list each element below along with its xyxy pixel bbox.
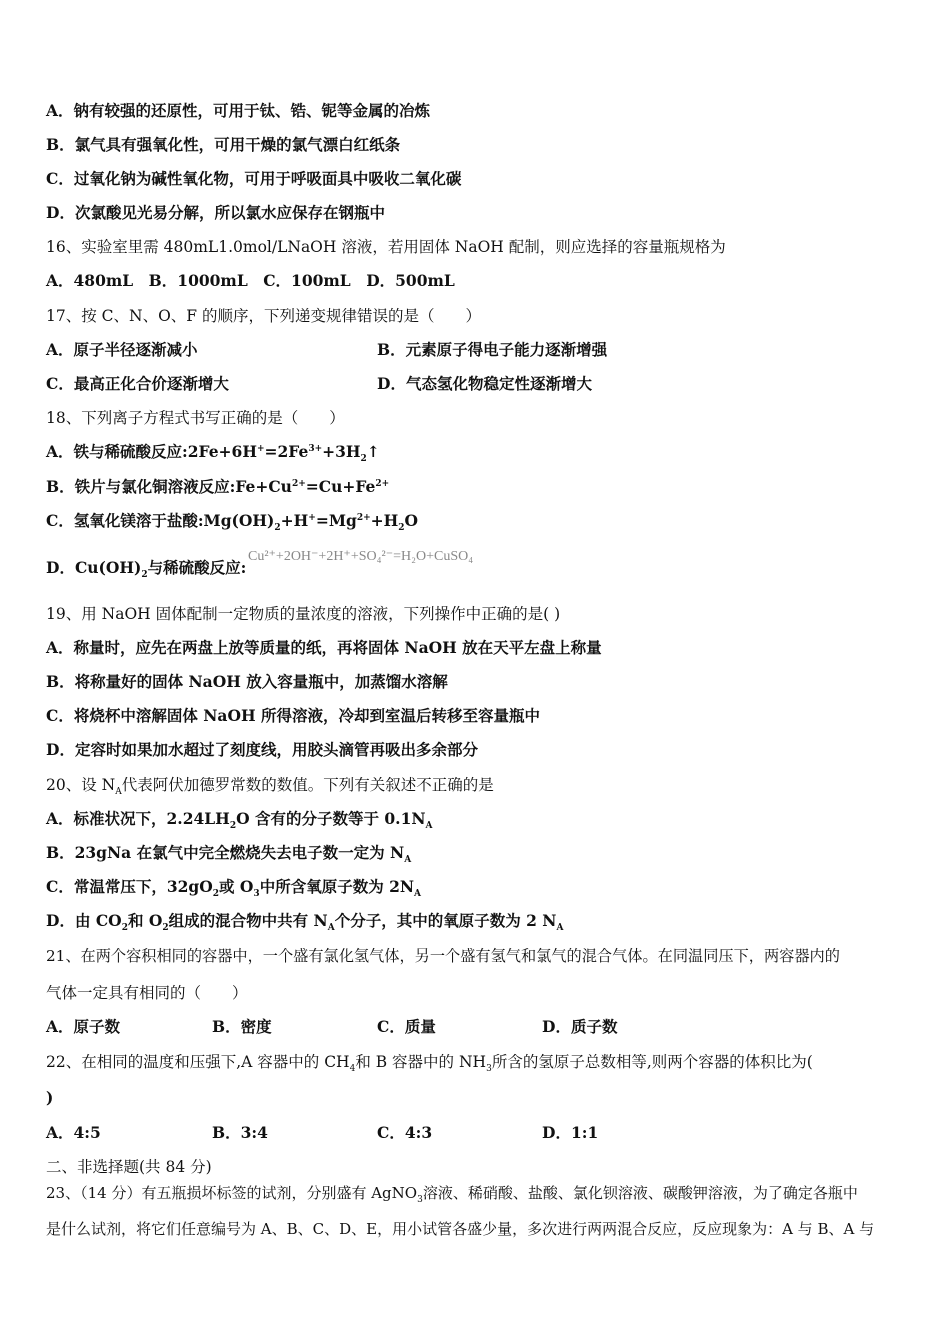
q23-line2: 是什么试剂，将它们任意编号为 A、B、C、D、E，用小试管各盛少量，多次进行两两混合反应，反应现象为：A 与 B、A 与 xyxy=(46,1220,875,1238)
q21-option-c: C．质量 xyxy=(377,1017,436,1036)
q22-option-c: C．4:3 xyxy=(377,1123,433,1142)
q21-option-b: B．密度 xyxy=(212,1017,272,1036)
q19-option-b: B．将称量好的固体 NaOH 放入容量瓶中，加蒸馏水溶解 xyxy=(46,672,448,691)
q19-option-d: D．定容时如果加水超过了刻度线，用胶头滴管再吸出多余部分 xyxy=(46,740,478,759)
q19-stem: 19、用 NaOH 固体配制一定物质的量浓度的溶液，下列操作中正确的是( ) xyxy=(46,605,561,623)
q20-option-d: D．由 $CO_2$和 $O_2$组成的混合物中共有 $N_A$个分子，其中的氧原子数为 2 $N_A$ xyxy=(46,911,564,934)
q17-option-a: A．原子半径逐渐减小 xyxy=(46,340,198,359)
q18-option-d: D．$Cu(OH)_2$与稀硫酸反应: xyxy=(46,558,247,581)
q17-stem: 17、按 C、N、O、F 的顺序，下列递变规律错误的是（ ） xyxy=(46,307,481,325)
q18-option-c: C．氢氧化镁溶于盐酸$:Mg(OH)_2+H^+=Mg^{2+}+H_2O$ xyxy=(46,511,419,534)
q20-stem: 20、设 $N_A$代表阿伏加德罗常数的数值。下列有关叙述不正确的是 xyxy=(46,776,494,798)
q21-stem-line2: 气体一定具有相同的（ ） xyxy=(46,984,248,1002)
q22-option-d: D．1:1 xyxy=(542,1123,599,1142)
section-heading: 二、非选择题(共 84 分) xyxy=(46,1158,212,1176)
q21-option-d: D．质子数 xyxy=(542,1017,618,1036)
q17-option-c: C．最高正化合价逐渐增大 xyxy=(46,374,229,393)
q22-stem-line2: ) xyxy=(46,1088,54,1107)
q19-option-a: A．称量时，应先在两盘上放等质量的纸，再将固体 NaOH 放在天平左盘上称量 xyxy=(46,638,602,657)
q19-option-c: C．将烧杯中溶解固体 NaOH 所得溶液，冷却到室温后转移至容量瓶中 xyxy=(46,706,540,725)
q18-option-a: A．铁与稀硫酸反应$:2Fe+6H^+=2Fe^{3+}+3H_2↑$ xyxy=(46,442,380,465)
q18-d-equation-image: Cu²⁺+2OH⁻+2H⁺+SO₄²⁻=H₂O+CuSO₄ xyxy=(248,549,474,564)
q15-option-b: B．氯气具有强氧化性，可用干燥的氯气漂白红纸条 xyxy=(46,135,401,154)
q22-option-b: B．3:4 xyxy=(212,1123,268,1142)
q16-options: A．480mL B．1000mL C．100mL D．500mL xyxy=(46,271,455,290)
q15-option-c: C．过氧化钠为碱性氧化物，可用于呼吸面具中吸收二氧化碳 xyxy=(46,169,462,188)
q20-option-b: B．23gNa 在氯气中完全燃烧失去电子数一定为 $N_A$ xyxy=(46,843,412,866)
q23-line1: 23、（14 分）有五瓶损坏标签的试剂，分别盛有 AgNO$_3$溶液、稀硝酸、盐酸、氯化钡溶液、碳酸钾溶液，为了确定各瓶中 xyxy=(46,1184,858,1205)
q20-option-a: A．标准状况下，$2.24LH_2O$ 含有的分子数等于 $0.1N_A$ xyxy=(46,809,433,832)
q16-stem: 16、实验室里需 480mL1.0mol/LNaOH 溶液，若用固体 NaOH 配制，则应选择的容量瓶规格为 xyxy=(46,238,726,256)
q17-option-b: B．元素原子得电子能力逐渐增强 xyxy=(377,340,608,359)
q18-option-b: B．铁片与氯化铜溶液反应$:Fe+Cu^{2+}=Cu+Fe^{2+}$ xyxy=(46,477,390,496)
q22-option-a: A．4:5 xyxy=(46,1123,101,1142)
q20-option-c: C．常温常压下，$32gO_2$或 $O_3$中所含氧原子数为 $2N_A$ xyxy=(46,877,422,900)
q18-stem: 18、下列离子方程式书写正确的是（ ） xyxy=(46,409,345,427)
q22-stem: 22、在相同的温度和压强下,A 容器中的 $CH_4$和 B 容器中的 $NH_3$所含的氢原子总数相等,则两个容器的体积比为( xyxy=(46,1053,813,1075)
q15-option-a: A．钠有较强的还原性，可用于钛、锆、铌等金属的冶炼 xyxy=(46,101,431,120)
q21-stem-line1: 21、在两个容积相同的容器中，一个盛有氯化氢气体，另一个盛有氢气和氯气的混合气体。在同温同压下，两容器内的 xyxy=(46,947,840,965)
q17-option-d: D．气态氢化物稳定性逐渐增大 xyxy=(377,374,592,393)
q15-option-d: D．次氯酸见光易分解，所以氯水应保存在钢瓶中 xyxy=(46,203,385,222)
q21-option-a: A．原子数 xyxy=(46,1017,121,1036)
